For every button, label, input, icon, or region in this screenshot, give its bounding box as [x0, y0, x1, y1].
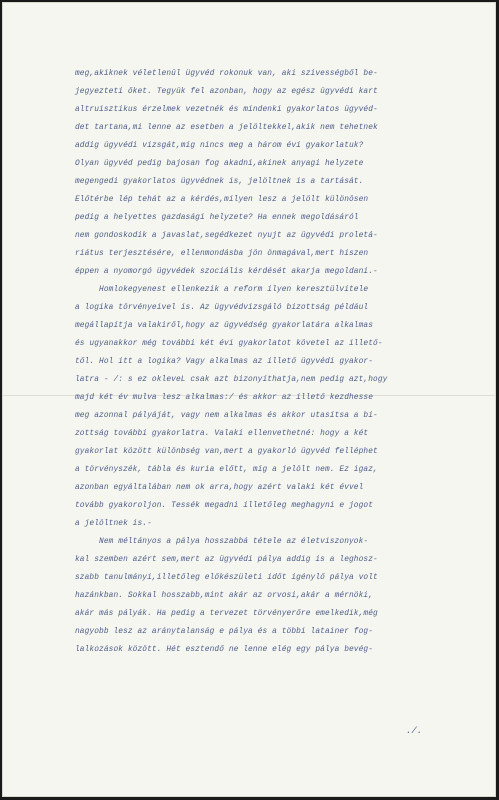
text-line: akár más pályák. Ha pedig a tervezet törvényerőre emelkedik,még: [75, 609, 378, 618]
text-line: éppen a nyomorgó ügyvédek szociális kérdését akarja megoldani.-: [75, 267, 378, 276]
text-line: szabb tanulmányi,illetőleg előkészületi időt igénylő pálya volt: [75, 573, 378, 582]
text-line: kal szemben azért sem,mert az ügyvédi pálya addig is a leghosz-: [75, 555, 378, 564]
text-line: riátus terjesztésére, ellenmondásba jön önmagával,mert hiszen: [75, 249, 369, 258]
text-line: Olyan ügyvéd pedig bajosan fog akadni,akinek anyagi helyzete: [75, 159, 364, 168]
text-line: től. Hol itt a logika? Vagy alkalmas az illető ügyvédi gyakor-: [75, 357, 374, 366]
text-line: latra - /: s ez okleveL csak azt bizonyíthatja,nem pedig azt,hogy: [75, 375, 388, 384]
text-line: azonban egyáltalában nem ok arra,hogy azért valaki két évvel: [75, 483, 364, 492]
text-line: zottság további gyakorlatra. Valaki ellenvethetné: hogy a két: [75, 429, 369, 438]
paragraph: [75, 65, 467, 281]
text-line: lalkozások között. Hét esztendő ne lenne elég egy pálya bevég-: [75, 645, 374, 654]
text-line: nagyobb lesz az aránytalanság e pálya és a többi latainer fog-: [75, 627, 374, 636]
text-line: Nem méltányos a pálya hosszabbá tétele az életviszonyok-: [75, 537, 369, 546]
text-line: addig ügyvédi vizsgát,míg nincs meg a három évi gyakorlatuk?: [75, 141, 364, 150]
text-line: altruisztikus érzelmek vezetnék és mindenki gyakorlatos ügyvéd-: [75, 105, 378, 114]
text-line: det tartana,mi lenne az esetben a jelöltekkel,akik nem tehetnek: [75, 123, 378, 132]
continuation-mark: ./.: [406, 726, 423, 736]
text-line: hazánkban. Sokkal hosszabb,mint akár az orvosi,akár a mérnöki,: [75, 591, 374, 600]
typed-page: [2, 2, 496, 797]
text-line: jegyezteti őket. Tegyük fel azonban, hogy az egész ügyvédi kart: [75, 87, 378, 96]
text-line: gyakorlat között különbség van,mert a gyakorló ügyvéd felléphet: [75, 447, 378, 456]
text-line: a törvényszék, tábla és kuria előtt, míg a jelölt nem. Ez igaz,: [75, 465, 378, 474]
text-line: majd két év mulva lesz alkalmas:/ és akkor az illető kezdhesse: [75, 393, 374, 402]
text-line: Előtérbe lép tehát az a kérdés,milyen lesz a jelölt különösen: [75, 195, 369, 204]
text-line: tovább gyakoroljon. Tessék megadni illetőleg meghagyni e jogot: [75, 501, 374, 510]
text-line: pedig a helyettes gazdasági helyzete? Ha ennek megoldásáról: [75, 213, 359, 222]
text-line: meg azonnal pályáját, vagy nem alkalmas és akkor utasítsa a bi-: [75, 411, 378, 420]
document-body: [75, 65, 467, 659]
text-line: meg,akiknek véletlenül ügyvéd rokonuk van, aki szivességből be-: [75, 69, 378, 78]
text-line: és ugyanakkor még további két évi gyakorlatot követel az illető-: [75, 339, 383, 348]
paragraph: [75, 281, 467, 533]
text-line: a jelöltnek is.-: [75, 519, 152, 528]
text-line: a logika törvényeivel is. Az ügyvédvizsgáló bizottság például: [75, 303, 369, 312]
text-line: Homlokegyenest ellenkezik a reform ilyen keresztülvitele: [75, 285, 369, 294]
paragraph: [75, 533, 467, 659]
text-line: megengedi gyakorlatos ügyvédnek is, jelöltnek is a tartását.: [75, 177, 364, 186]
text-line: megállapítja valakiről,hogy az ügyvédség gyakorlatára alkalmas: [75, 321, 374, 330]
text-line: nem gondoskodik a javaslat,segédkezet nyujt az ügyvédi proletá-: [75, 231, 378, 240]
